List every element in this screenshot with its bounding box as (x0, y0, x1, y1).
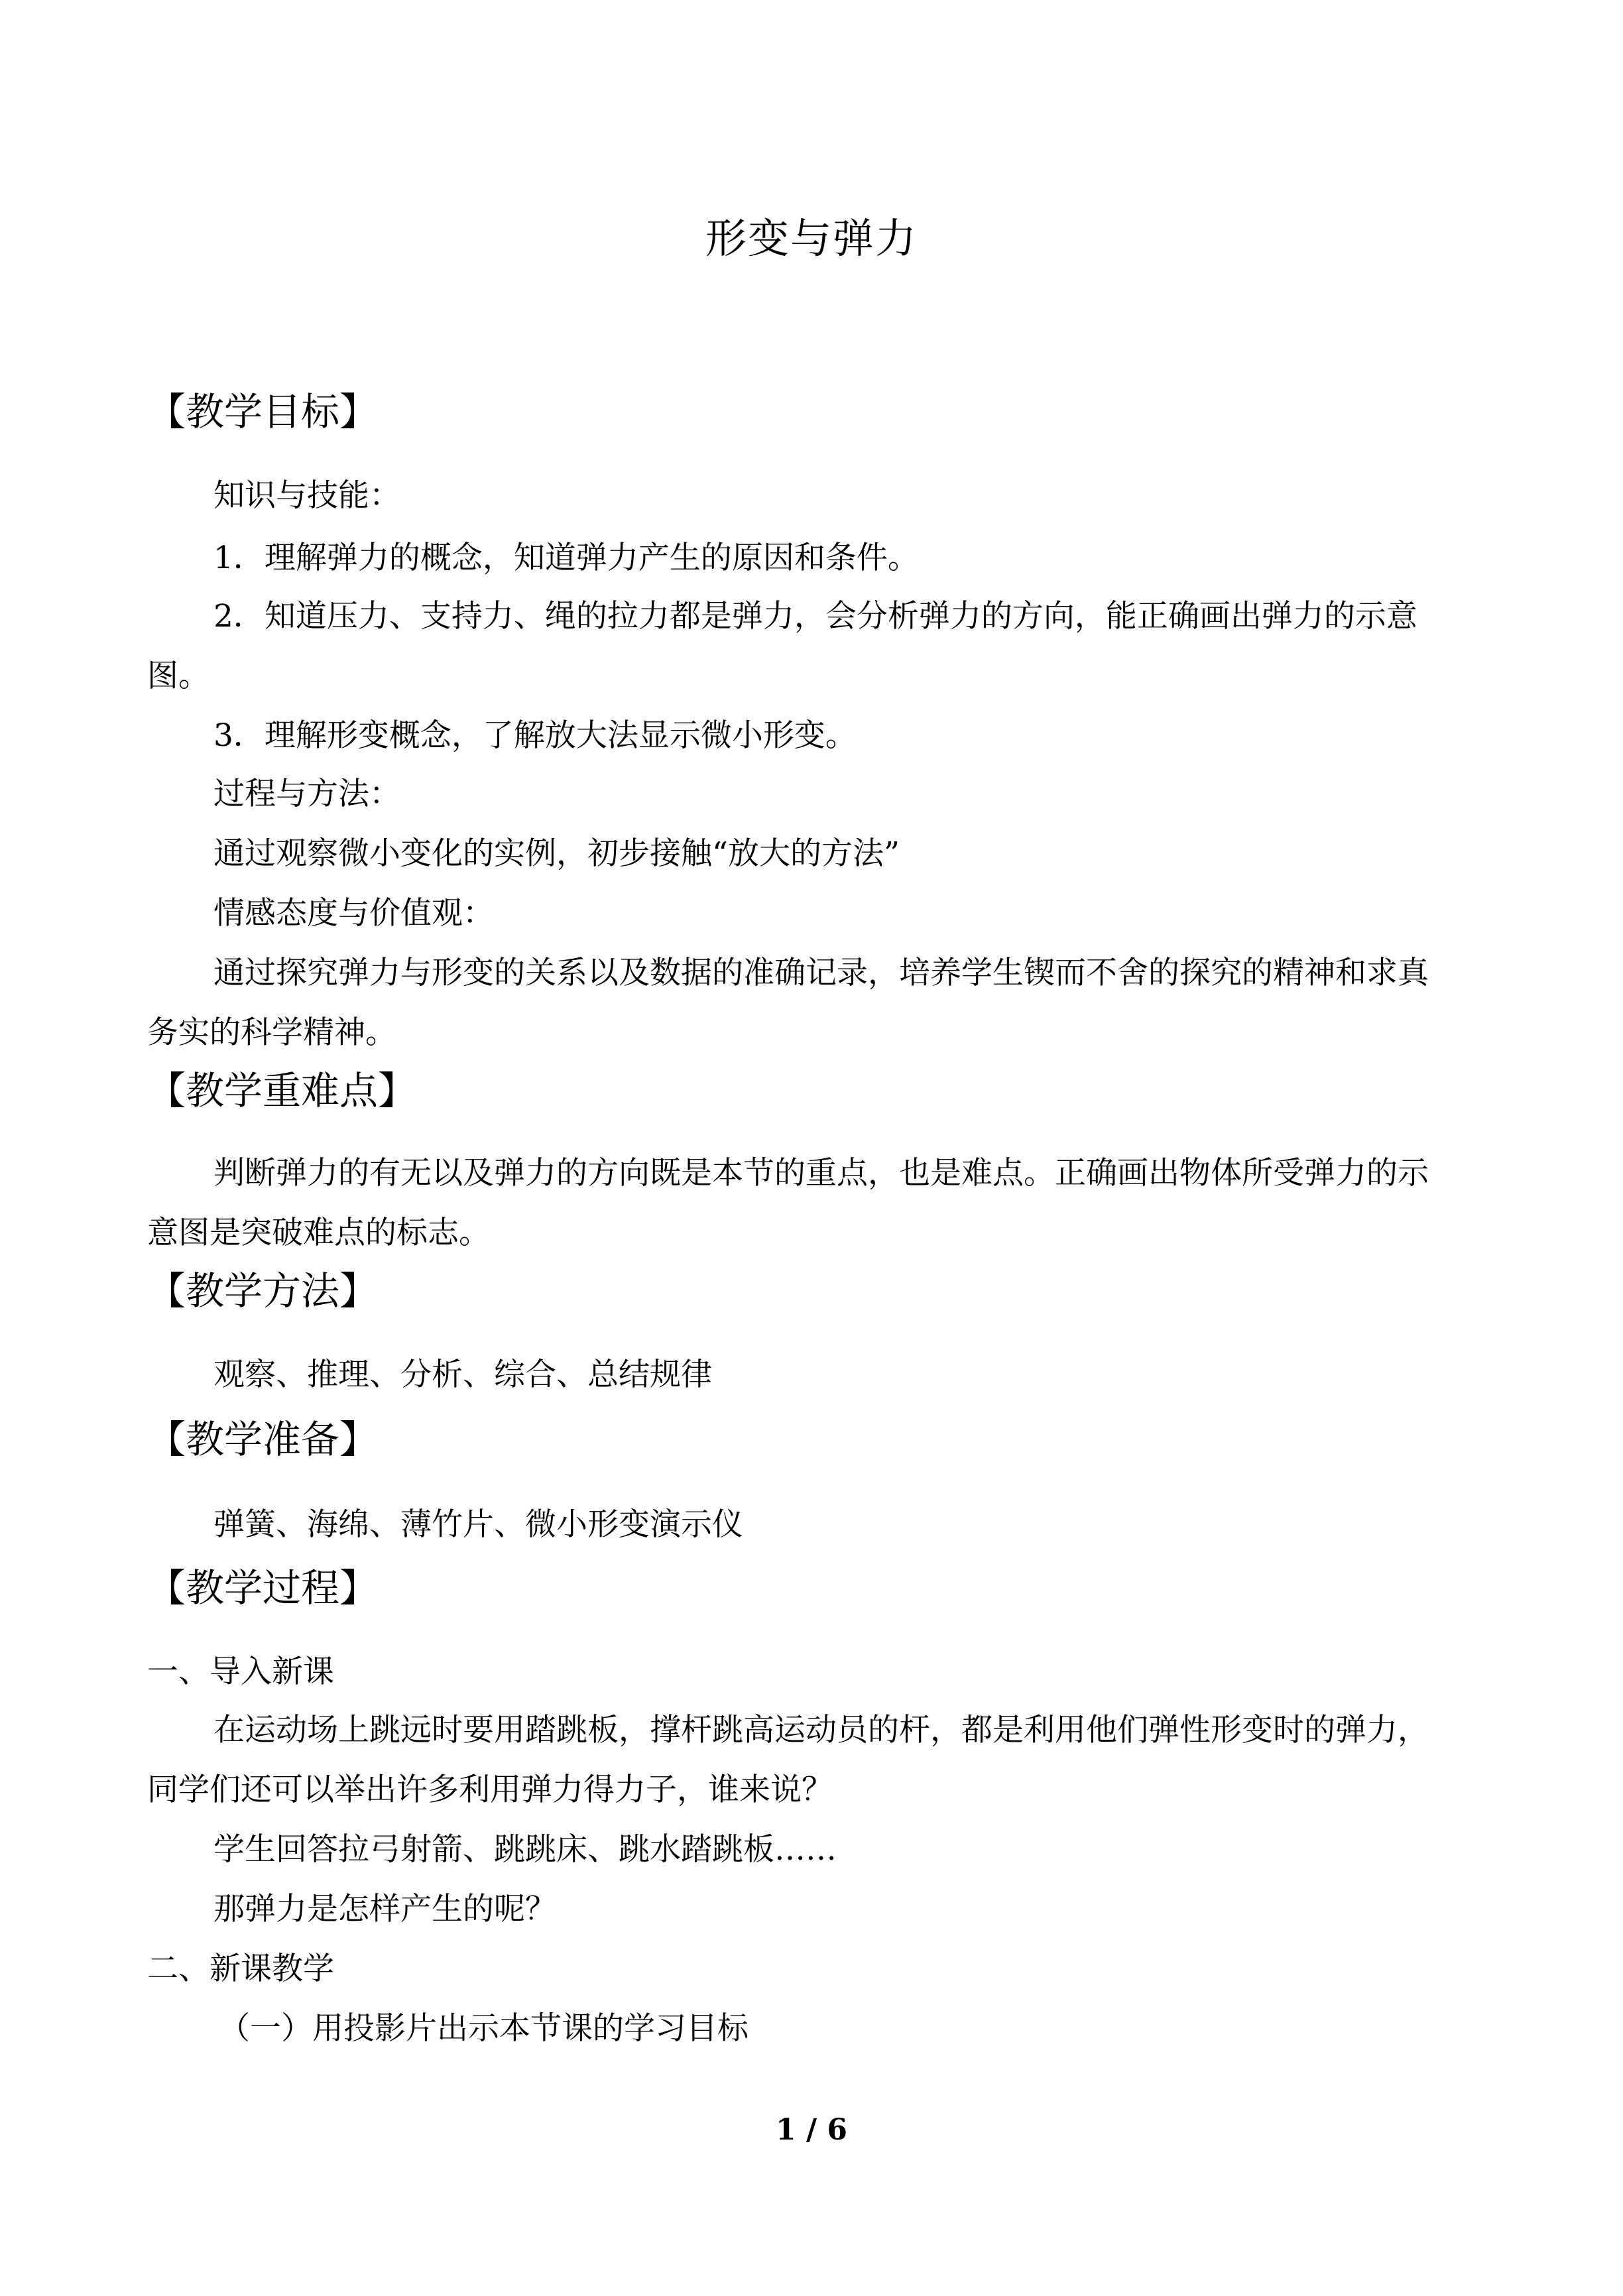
page-title: 形变与弹力 (705, 214, 918, 263)
knowledge-label: 知识与技能： (213, 477, 400, 514)
process-part-1-line-3: 学生回答拉弓射箭、跳跳床、跳水踏跳板…… (213, 1831, 837, 1868)
emotion-label: 情感态度与价值观： (213, 895, 494, 932)
process-part-1-line-4: 那弹力是怎样产生的呢？ (213, 1891, 556, 1927)
emotion-text-line-1: 通过探究弹力与形变的关系以及数据的准确记录，培养学生锲而不舍的探究的精神和求真 (213, 955, 1429, 991)
heading-key-points: 【教学重难点】 (147, 1068, 417, 1113)
preparation-text: 弹簧、海绵、薄竹片、微小形变演示仪 (213, 1506, 743, 1543)
process-part-1-title: 一、导入新课 (147, 1654, 334, 1690)
emotion-text-line-2: 务实的科学精神。 (147, 1014, 396, 1051)
objective-item-3: 3．理解形变概念，了解放大法显示微小形变。 (213, 717, 857, 754)
key-points-line-1: 判断弹力的有无以及弹力的方向既是本节的重点，也是难点。正确画出物体所受弹力的示 (213, 1155, 1429, 1191)
heading-methods: 【教学方法】 (147, 1268, 379, 1313)
process-method-label: 过程与方法： (213, 776, 400, 812)
process-part-1-line-1: 在运动场上跳远时要用踏跳板，撑杆跳高运动员的杆，都是利用他们弹性形变时的弹力， (213, 1712, 1429, 1748)
process-part-2-sub-1: （一）用投影片出示本节课的学习目标 (219, 2010, 749, 2047)
objective-item-2-line-2: 图。 (147, 658, 210, 694)
objective-item-2-line-1: 2．知道压力、支持力、绳的拉力都是弹力，会分析弹力的方向，能正确画出弹力的示意 (213, 598, 1417, 634)
page-number: 1 / 6 (776, 2113, 847, 2147)
objective-item-1: 1．理解弹力的概念，知道弹力产生的原因和条件。 (213, 540, 919, 576)
process-part-1-line-2: 同学们还可以举出许多利用弹力得力子，谁来说？ (147, 1772, 833, 1808)
process-method-text: 通过观察微小变化的实例，初步接触“放大的方法” (213, 835, 900, 872)
key-points-line-2: 意图是突破难点的标志。 (147, 1215, 490, 1251)
heading-objectives: 【教学目标】 (147, 389, 379, 434)
heading-preparation: 【教学准备】 (147, 1417, 379, 1462)
process-part-2-title: 二、新课教学 (147, 1951, 334, 1987)
methods-text: 观察、推理、分析、综合、总结规律 (213, 1357, 712, 1393)
heading-process: 【教学过程】 (147, 1565, 379, 1610)
